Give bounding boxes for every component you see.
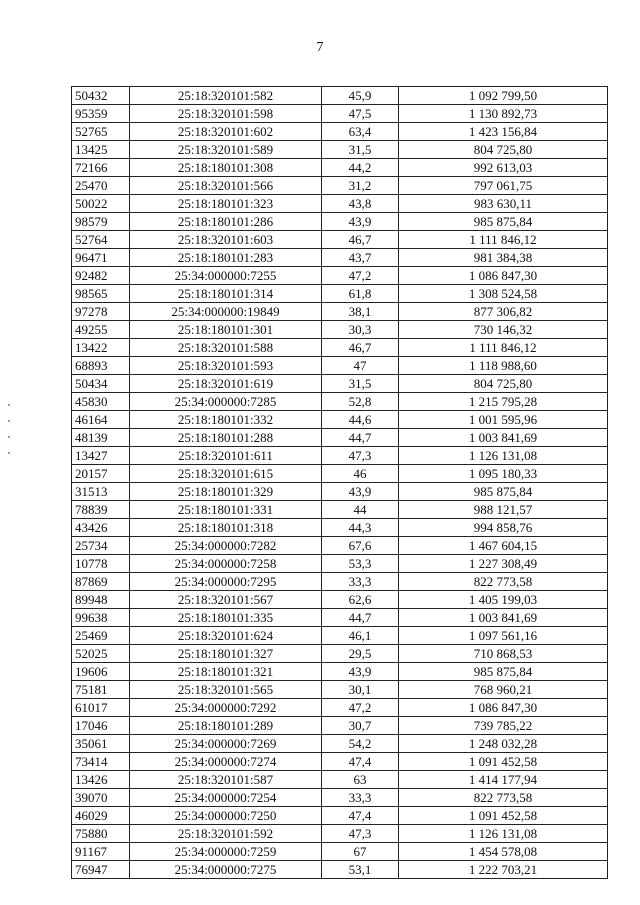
- cadastral-number-cell: 25:18:320101:567: [130, 591, 322, 609]
- record-id-cell: 39070: [72, 789, 130, 807]
- record-id-cell: 13422: [72, 339, 130, 357]
- cadastral-value-cell: 1 126 131,08: [399, 447, 608, 465]
- record-id-cell: 50434: [72, 375, 130, 393]
- table-row: [72, 321, 608, 339]
- record-id-cell: 13427: [72, 447, 130, 465]
- cadastral-value-cell: 992 613,03: [399, 159, 608, 177]
- table-row: [72, 429, 608, 447]
- table-row: [72, 501, 608, 519]
- cadastral-number-cell: 25:18:320101:598: [130, 105, 322, 123]
- table-row: [72, 231, 608, 249]
- cadastral-number-cell: 25:34:000000:7292: [130, 699, 322, 717]
- table-row: [72, 789, 608, 807]
- record-id-cell: 99638: [72, 609, 130, 627]
- record-id-cell: 78839: [72, 501, 130, 519]
- area-cell: 29,5: [322, 645, 399, 663]
- cadastral-number-cell: 25:34:000000:7259: [130, 843, 322, 861]
- cadastral-value-cell: 1 248 032,28: [399, 735, 608, 753]
- table-row: [72, 87, 608, 105]
- cadastral-number-cell: 25:18:180101:335: [130, 609, 322, 627]
- area-cell: 47,3: [322, 447, 399, 465]
- cadastral-number-cell: 25:34:000000:7295: [130, 573, 322, 591]
- table-row: [72, 627, 608, 645]
- margin-dot: [8, 420, 10, 422]
- cadastral-value-cell: 1 111 846,12: [399, 231, 608, 249]
- area-cell: 46,7: [322, 339, 399, 357]
- cadastral-value-cell: 1 467 604,15: [399, 537, 608, 555]
- cadastral-value-cell: 1 130 892,73: [399, 105, 608, 123]
- cadastral-value-cell: 1 454 578,08: [399, 843, 608, 861]
- cadastral-value-cell: 822 773,58: [399, 573, 608, 591]
- cadastral-number-cell: 25:34:000000:7275: [130, 861, 322, 879]
- cadastral-value-cell: 1 414 177,94: [399, 771, 608, 789]
- cadastral-value-cell: 994 858,76: [399, 519, 608, 537]
- area-cell: 63,4: [322, 123, 399, 141]
- record-id-cell: 61017: [72, 699, 130, 717]
- table-row: [72, 483, 608, 501]
- record-id-cell: 75181: [72, 681, 130, 699]
- margin-marks: [6, 404, 14, 468]
- record-id-cell: 52764: [72, 231, 130, 249]
- table-row: [72, 141, 608, 159]
- cadastral-number-cell: 25:18:320101:611: [130, 447, 322, 465]
- cadastral-number-cell: 25:34:000000:7269: [130, 735, 322, 753]
- table-row: [72, 285, 608, 303]
- cadastral-value-cell: 1 423 156,84: [399, 123, 608, 141]
- area-cell: 44,7: [322, 429, 399, 447]
- area-cell: 44,6: [322, 411, 399, 429]
- area-cell: 44,2: [322, 159, 399, 177]
- cadastral-value-cell: 1 086 847,30: [399, 699, 608, 717]
- area-cell: 45,9: [322, 87, 399, 105]
- area-cell: 61,8: [322, 285, 399, 303]
- area-cell: 46: [322, 465, 399, 483]
- area-cell: 44,3: [322, 519, 399, 537]
- record-id-cell: 72166: [72, 159, 130, 177]
- table-row: [72, 123, 608, 141]
- area-cell: 33,3: [322, 789, 399, 807]
- record-id-cell: 95359: [72, 105, 130, 123]
- cadastral-number-cell: 25:18:180101:314: [130, 285, 322, 303]
- table-row: [72, 735, 608, 753]
- area-cell: 47: [322, 357, 399, 375]
- area-cell: 44,7: [322, 609, 399, 627]
- cadastral-number-cell: 25:18:180101:301: [130, 321, 322, 339]
- cadastral-number-cell: 25:18:180101:286: [130, 213, 322, 231]
- area-cell: 33,3: [322, 573, 399, 591]
- cadastral-value-cell: 988 121,57: [399, 501, 608, 519]
- cadastral-number-cell: 25:34:000000:7250: [130, 807, 322, 825]
- table-row: [72, 573, 608, 591]
- area-cell: 38,1: [322, 303, 399, 321]
- area-cell: 47,4: [322, 753, 399, 771]
- table-body: [72, 87, 608, 879]
- cadastral-value-cell: 1 091 452,58: [399, 753, 608, 771]
- area-cell: 46,1: [322, 627, 399, 645]
- table-row: [72, 699, 608, 717]
- area-cell: 46,7: [322, 231, 399, 249]
- area-cell: 43,8: [322, 195, 399, 213]
- table-row: [72, 357, 608, 375]
- cadastral-number-cell: 25:18:320101:603: [130, 231, 322, 249]
- area-cell: 53,1: [322, 861, 399, 879]
- table-row: [72, 555, 608, 573]
- record-id-cell: 43426: [72, 519, 130, 537]
- cadastral-value-cell: 1 308 524,58: [399, 285, 608, 303]
- cadastral-value-cell: 804 725,80: [399, 141, 608, 159]
- page-number: 7: [316, 40, 324, 55]
- record-id-cell: 92482: [72, 267, 130, 285]
- cadastral-value-cell: 1 215 795,28: [399, 393, 608, 411]
- area-cell: 47,2: [322, 699, 399, 717]
- record-id-cell: 35061: [72, 735, 130, 753]
- cadastral-value-cell: 1 118 988,60: [399, 357, 608, 375]
- cadastral-number-cell: 25:18:320101:587: [130, 771, 322, 789]
- record-id-cell: 46164: [72, 411, 130, 429]
- cadastral-number-cell: 25:34:000000:7274: [130, 753, 322, 771]
- cadastral-value-cell: 1 086 847,30: [399, 267, 608, 285]
- cadastral-value-cell: 1 091 452,58: [399, 807, 608, 825]
- table-row: [72, 465, 608, 483]
- property-table: [71, 86, 608, 879]
- record-id-cell: 13426: [72, 771, 130, 789]
- table-row: [72, 537, 608, 555]
- cadastral-value-cell: 1 001 595,96: [399, 411, 608, 429]
- table-row: [72, 249, 608, 267]
- cadastral-number-cell: 25:18:180101:331: [130, 501, 322, 519]
- area-cell: 43,9: [322, 663, 399, 681]
- record-id-cell: 25469: [72, 627, 130, 645]
- margin-dot: [8, 452, 10, 454]
- table-row: [72, 267, 608, 285]
- cadastral-value-cell: 730 146,32: [399, 321, 608, 339]
- record-id-cell: 50022: [72, 195, 130, 213]
- cadastral-value-cell: 1 222 703,21: [399, 861, 608, 879]
- table-row: [72, 681, 608, 699]
- cadastral-number-cell: 25:34:000000:7254: [130, 789, 322, 807]
- cadastral-number-cell: 25:34:000000:19849: [130, 303, 322, 321]
- table-row: [72, 663, 608, 681]
- table-row: [72, 303, 608, 321]
- record-id-cell: 50432: [72, 87, 130, 105]
- record-id-cell: 13425: [72, 141, 130, 159]
- cadastral-number-cell: 25:18:180101:332: [130, 411, 322, 429]
- table-row: [72, 861, 608, 879]
- table-row: [72, 213, 608, 231]
- record-id-cell: 91167: [72, 843, 130, 861]
- cadastral-number-cell: 25:18:320101:565: [130, 681, 322, 699]
- cadastral-value-cell: 797 061,75: [399, 177, 608, 195]
- cadastral-number-cell: 25:34:000000:7258: [130, 555, 322, 573]
- area-cell: 31,5: [322, 375, 399, 393]
- cadastral-number-cell: 25:18:320101:602: [130, 123, 322, 141]
- cadastral-number-cell: 25:18:180101:323: [130, 195, 322, 213]
- cadastral-number-cell: 25:18:180101:288: [130, 429, 322, 447]
- cadastral-value-cell: 1 126 131,08: [399, 825, 608, 843]
- cadastral-number-cell: 25:18:320101:588: [130, 339, 322, 357]
- area-cell: 43,9: [322, 483, 399, 501]
- record-id-cell: 68893: [72, 357, 130, 375]
- cadastral-value-cell: 822 773,58: [399, 789, 608, 807]
- cadastral-value-cell: 985 875,84: [399, 663, 608, 681]
- cadastral-number-cell: 25:18:180101:327: [130, 645, 322, 663]
- cadastral-number-cell: 25:18:180101:308: [130, 159, 322, 177]
- record-id-cell: 89948: [72, 591, 130, 609]
- area-cell: 30,3: [322, 321, 399, 339]
- area-cell: 52,8: [322, 393, 399, 411]
- cadastral-number-cell: 25:18:320101:589: [130, 141, 322, 159]
- area-cell: 54,2: [322, 735, 399, 753]
- cadastral-number-cell: 25:18:320101:593: [130, 357, 322, 375]
- cadastral-value-cell: 981 384,38: [399, 249, 608, 267]
- table-row: [72, 519, 608, 537]
- cadastral-number-cell: 25:18:320101:592: [130, 825, 322, 843]
- record-id-cell: 17046: [72, 717, 130, 735]
- cadastral-number-cell: 25:18:320101:624: [130, 627, 322, 645]
- cadastral-value-cell: 1 095 180,33: [399, 465, 608, 483]
- record-id-cell: 52025: [72, 645, 130, 663]
- cadastral-value-cell: 710 868,53: [399, 645, 608, 663]
- cadastral-value-cell: 804 725,80: [399, 375, 608, 393]
- table-row: [72, 447, 608, 465]
- area-cell: 62,6: [322, 591, 399, 609]
- table-row: [72, 843, 608, 861]
- table-row: [72, 339, 608, 357]
- margin-dot: [8, 436, 10, 438]
- cadastral-number-cell: 25:34:000000:7255: [130, 267, 322, 285]
- record-id-cell: 20157: [72, 465, 130, 483]
- cadastral-number-cell: 25:18:320101:619: [130, 375, 322, 393]
- cadastral-number-cell: 25:34:000000:7282: [130, 537, 322, 555]
- cadastral-value-cell: 985 875,84: [399, 483, 608, 501]
- area-cell: 31,5: [322, 141, 399, 159]
- record-id-cell: 76947: [72, 861, 130, 879]
- area-cell: 53,3: [322, 555, 399, 573]
- record-id-cell: 25734: [72, 537, 130, 555]
- record-id-cell: 25470: [72, 177, 130, 195]
- cadastral-value-cell: 983 630,11: [399, 195, 608, 213]
- area-cell: 44: [322, 501, 399, 519]
- table-row: [72, 411, 608, 429]
- record-id-cell: 96471: [72, 249, 130, 267]
- area-cell: 63: [322, 771, 399, 789]
- record-id-cell: 73414: [72, 753, 130, 771]
- area-cell: 43,7: [322, 249, 399, 267]
- record-id-cell: 48139: [72, 429, 130, 447]
- table-row: [72, 825, 608, 843]
- cadastral-value-cell: 1 111 846,12: [399, 339, 608, 357]
- area-cell: 31,2: [322, 177, 399, 195]
- cadastral-value-cell: 1 092 799,50: [399, 87, 608, 105]
- table-row: [72, 177, 608, 195]
- cadastral-value-cell: 1 003 841,69: [399, 429, 608, 447]
- area-cell: 47,4: [322, 807, 399, 825]
- table-row: [72, 753, 608, 771]
- table-row: [72, 717, 608, 735]
- record-id-cell: 97278: [72, 303, 130, 321]
- record-id-cell: 98565: [72, 285, 130, 303]
- record-id-cell: 10778: [72, 555, 130, 573]
- area-cell: 30,1: [322, 681, 399, 699]
- record-id-cell: 45830: [72, 393, 130, 411]
- cadastral-value-cell: 1 003 841,69: [399, 609, 608, 627]
- cadastral-number-cell: 25:18:320101:615: [130, 465, 322, 483]
- record-id-cell: 75880: [72, 825, 130, 843]
- area-cell: 30,7: [322, 717, 399, 735]
- cadastral-value-cell: 739 785,22: [399, 717, 608, 735]
- margin-dot: [8, 404, 10, 406]
- table-row: [72, 159, 608, 177]
- record-id-cell: 31513: [72, 483, 130, 501]
- record-id-cell: 87869: [72, 573, 130, 591]
- record-id-cell: 19606: [72, 663, 130, 681]
- area-cell: 47,5: [322, 105, 399, 123]
- cadastral-number-cell: 25:18:180101:283: [130, 249, 322, 267]
- record-id-cell: 98579: [72, 213, 130, 231]
- table-row: [72, 393, 608, 411]
- cadastral-number-cell: 25:18:180101:329: [130, 483, 322, 501]
- cadastral-number-cell: 25:18:180101:321: [130, 663, 322, 681]
- area-cell: 67,6: [322, 537, 399, 555]
- cadastral-value-cell: 1 405 199,03: [399, 591, 608, 609]
- table-row: [72, 645, 608, 663]
- cadastral-number-cell: 25:18:180101:289: [130, 717, 322, 735]
- cadastral-number-cell: 25:18:180101:318: [130, 519, 322, 537]
- cadastral-value-cell: 877 306,82: [399, 303, 608, 321]
- cadastral-value-cell: 1 097 561,16: [399, 627, 608, 645]
- table-row: [72, 195, 608, 213]
- record-id-cell: 49255: [72, 321, 130, 339]
- table-row: [72, 609, 608, 627]
- record-id-cell: 52765: [72, 123, 130, 141]
- area-cell: 47,2: [322, 267, 399, 285]
- table-row: [72, 375, 608, 393]
- cadastral-value-cell: 768 960,21: [399, 681, 608, 699]
- cadastral-number-cell: 25:18:320101:566: [130, 177, 322, 195]
- table-row: [72, 771, 608, 789]
- area-cell: 67: [322, 843, 399, 861]
- area-cell: 47,3: [322, 825, 399, 843]
- table-row: [72, 591, 608, 609]
- record-id-cell: 46029: [72, 807, 130, 825]
- table-row: [72, 105, 608, 123]
- cadastral-number-cell: 25:18:320101:582: [130, 87, 322, 105]
- cadastral-value-cell: 1 227 308,49: [399, 555, 608, 573]
- cadastral-number-cell: 25:34:000000:7285: [130, 393, 322, 411]
- area-cell: 43,9: [322, 213, 399, 231]
- cadastral-value-cell: 985 875,84: [399, 213, 608, 231]
- table-row: [72, 807, 608, 825]
